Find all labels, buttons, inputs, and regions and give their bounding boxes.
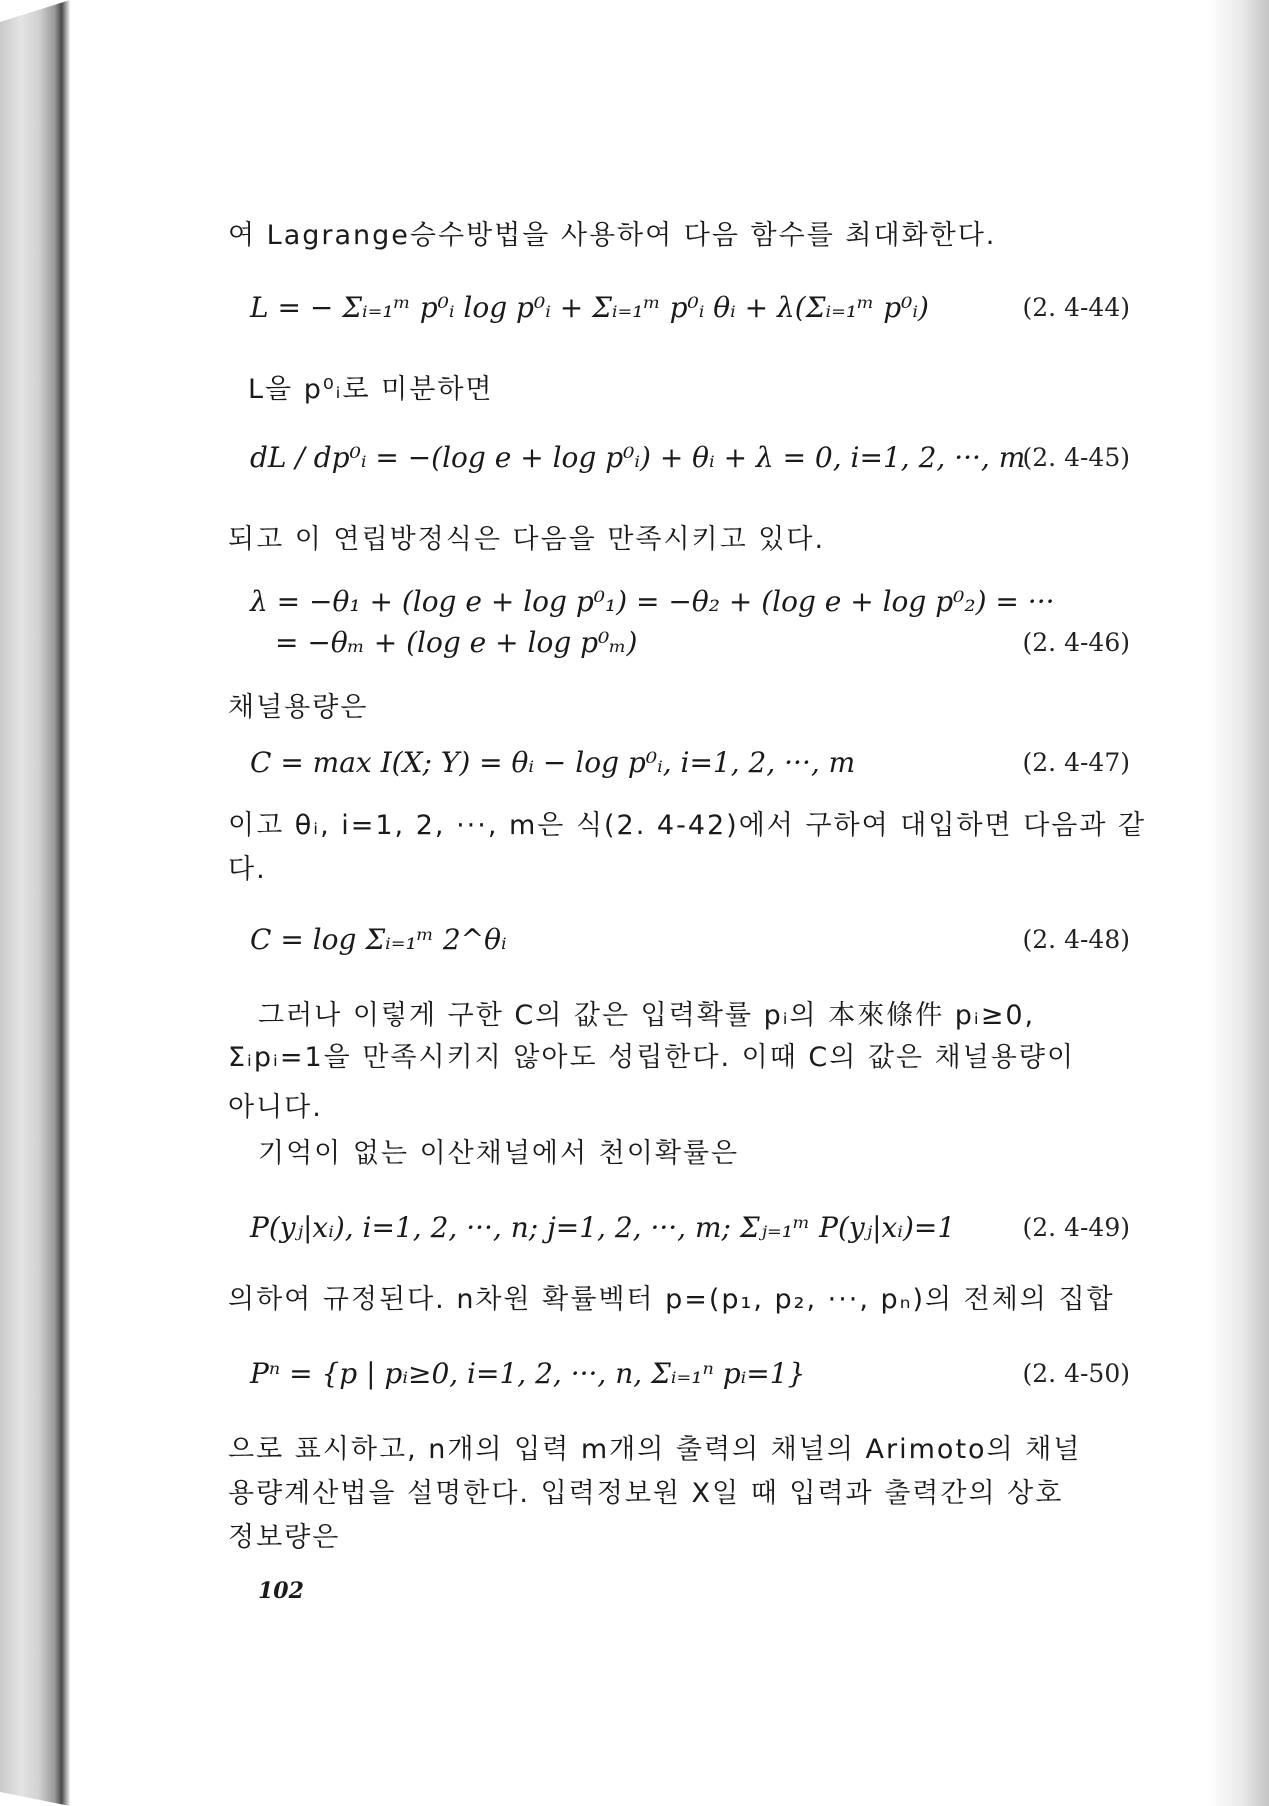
spine-corner-top xyxy=(0,0,70,22)
equation-2-4-49 xyxy=(250,1210,1130,1246)
equation-body: C = max I(X; Y) = θᵢ − log p⁰ᵢ, i=1, 2, ···, m xyxy=(250,746,856,779)
equation-number: (2. 4-47) xyxy=(1022,748,1130,777)
equation-2-4-48 xyxy=(250,922,1130,958)
equation-body: C = log Σᵢ₌₁ᵐ 2^θᵢ xyxy=(250,923,507,956)
equation-2-4-50 xyxy=(250,1356,1130,1392)
paragraph-line: 으로 표시하고, n개의 입력 m개의 출력의 채널의 Arimoto의 채널 xyxy=(228,1434,1082,1465)
paragraph-line: 그러나 이렇게 구한 C의 값은 입력확률 pᵢ의 本來條件 pᵢ≥0, xyxy=(258,1000,1036,1031)
paragraph-line: L을 p⁰ᵢ로 미분하면 xyxy=(248,374,494,405)
equation-body: dL / dp⁰ᵢ = −(log e + log p⁰ᵢ) + θᵢ + λ = 0, i=1, 2, ···, m xyxy=(250,441,1026,474)
equation-number: (2. 4-46) xyxy=(1022,628,1130,657)
equation-body: P(yⱼ|xᵢ), i=1, 2, ···, n; j=1, 2, ···, m; Σⱼ₌₁ᵐ P(yⱼ|xᵢ)=1 xyxy=(250,1211,956,1244)
paragraph-line: Σᵢpᵢ=1을 만족시키지 않아도 성립한다. 이때 C의 값은 채널용량이 xyxy=(228,1042,1076,1073)
equation-body: = −θₘ + (log e + log p⁰ₘ) xyxy=(275,626,638,659)
equation-body: L = − Σᵢ₌₁ᵐ p⁰ᵢ log p⁰ᵢ + Σᵢ₌₁ᵐ p⁰ᵢ θᵢ + λ(Σᵢ₌₁ᵐ p⁰ᵢ) xyxy=(250,291,929,324)
equation-number: (2. 4-48) xyxy=(1022,925,1130,954)
equation-2-4-47 xyxy=(250,745,1130,781)
equation-body: λ = −θ₁ + (log e + log p⁰₁) = −θ₂ + (log e + log p⁰₂) = ··· xyxy=(250,585,1055,618)
page-number: 102 xyxy=(258,1578,304,1604)
equation-number: (2. 4-49) xyxy=(1022,1213,1130,1242)
equation-body: Pⁿ = {p | pᵢ≥0, i=1, 2, ···, n, Σᵢ₌₁ⁿ pᵢ=1} xyxy=(250,1357,806,1390)
paragraph-line: 되고 이 연립방정식은 다음을 만족시키고 있다. xyxy=(228,524,826,555)
equation-number: (2. 4-44) xyxy=(1022,293,1130,322)
paragraph-line: 채널용량은 xyxy=(228,692,369,723)
equation-2-4-46a xyxy=(250,584,1130,620)
equation-2-4-46b xyxy=(275,625,1130,661)
equation-number: (2. 4-45) xyxy=(1022,443,1130,472)
paragraph-line: 의하여 규정된다. n차원 확률벡터 p=(p₁, p₂, ···, pₙ)의 전체의 집합 xyxy=(228,1284,1115,1315)
equation-2-4-44 xyxy=(250,290,1130,326)
book-page xyxy=(70,0,1220,1806)
equation-number: (2. 4-50) xyxy=(1022,1359,1130,1388)
equation-2-4-45 xyxy=(250,440,1130,476)
paragraph-line: 이고 θᵢ, i=1, 2, ···, m은 식(2. 4-42)에서 구하여 대입하면 다음과 같 xyxy=(228,810,1147,841)
paragraph-line: 용량계산법을 설명한다. 입력정보원 X일 때 입력과 출력간의 상호 xyxy=(228,1478,1064,1509)
paragraph-line: 정보량은 xyxy=(228,1522,341,1553)
book-spine-shadow xyxy=(0,0,70,1806)
paragraph-line: 아니다. xyxy=(228,1092,323,1123)
spine-corner-bottom xyxy=(0,1792,70,1806)
paragraph-line: 여 Lagrange승수방법을 사용하여 다음 함수를 최대화한다. xyxy=(228,220,997,251)
paragraph-line: 기억이 없는 이산채널에서 천이확률은 xyxy=(258,1138,740,1169)
paragraph-line: 다. xyxy=(228,854,267,885)
